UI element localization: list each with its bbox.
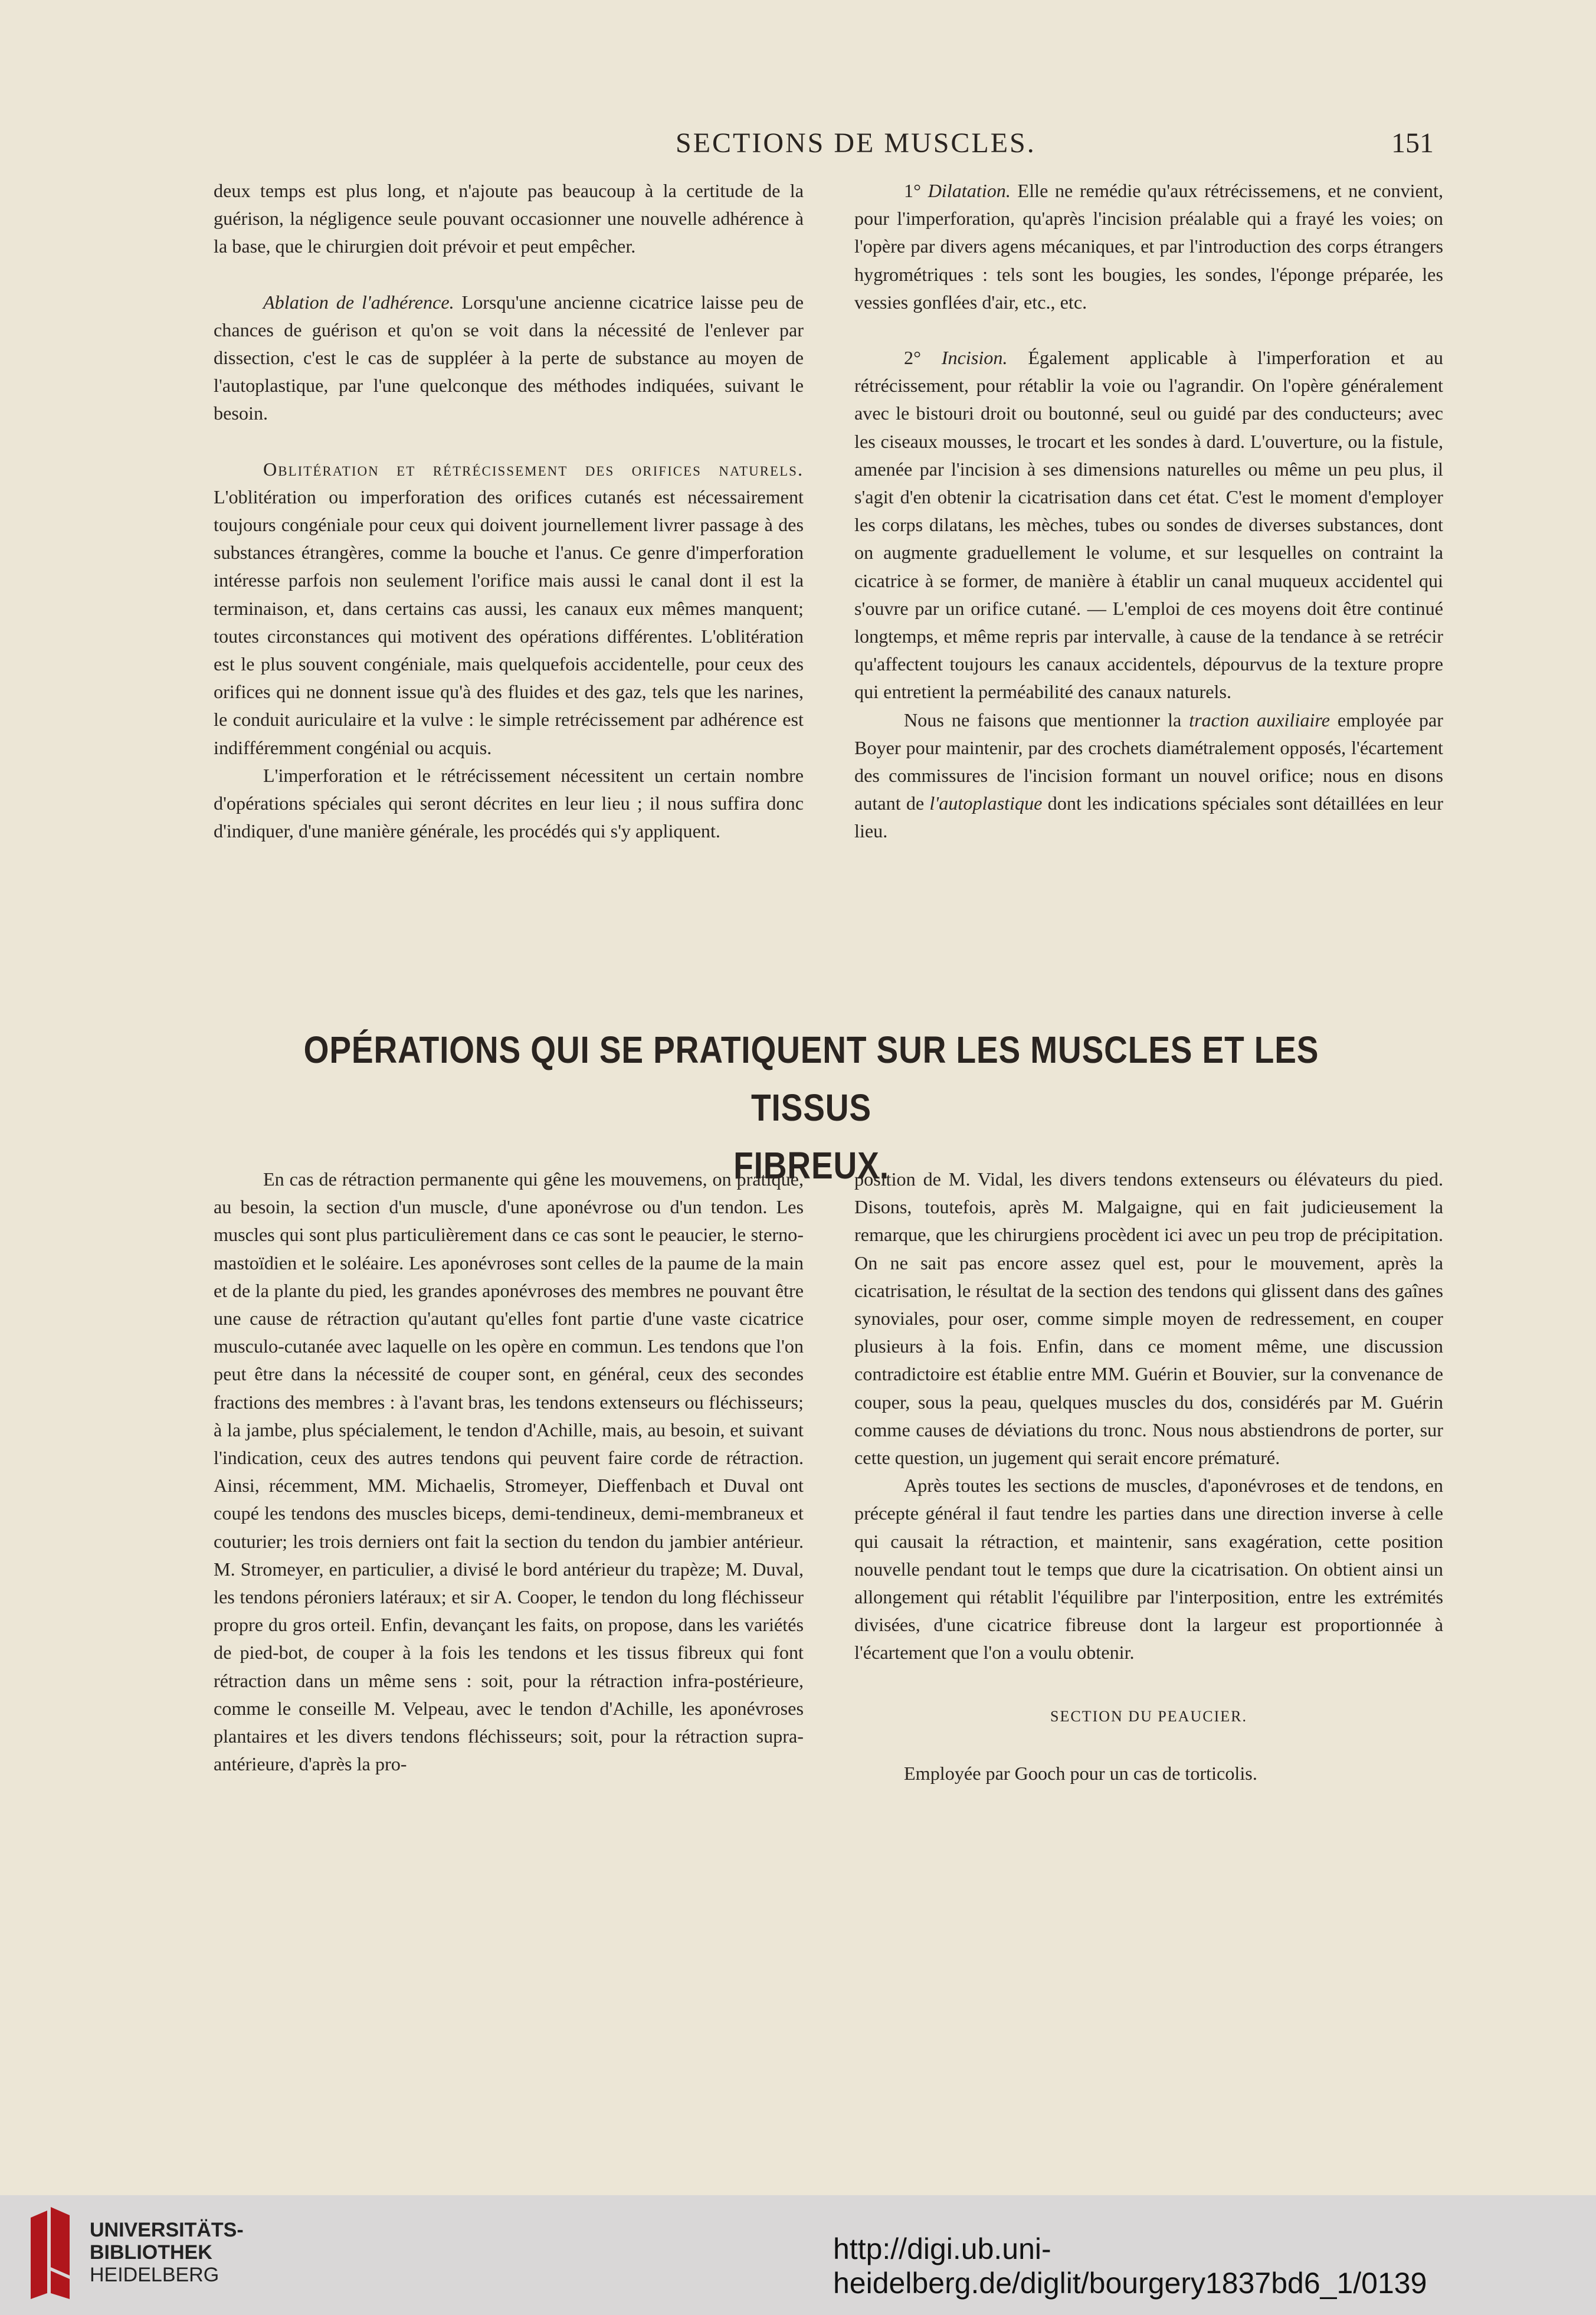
- text-column-bottom-right: [854, 1165, 1443, 1787]
- list-number: 1°: [904, 180, 928, 201]
- text-column-top-right: [854, 177, 1443, 846]
- paragraph-title: Ablation de l'adhérence.: [263, 291, 454, 313]
- paragraph: [854, 344, 1443, 706]
- paragraph-text: employée par Boyer pour maintenir, par des crochets diamétralement opposés, l'écartement des commissures de l'incision formant un nouvel orifice; nous en disons autant de: [854, 709, 1443, 814]
- list-number: 2°: [904, 347, 942, 369]
- paragraph: [214, 456, 804, 762]
- library-logo-icon: [27, 2205, 73, 2302]
- paragraph-text: Nous ne faisons que mentionner la: [904, 709, 1189, 731]
- paragraph-text: Lorsqu'une ancienne cicatrice laisse peu de chances de guérison et qu'on se voit dans la nécessité de l'enlever par dissection, c'est le cas de suppléer à la perte de substance au moyen de l'autoplastique, par l'une quelconque des méthodes indiquées, suivant le besoin.: [214, 291, 804, 424]
- paragraph: Employée par Gooch pour un cas de torticolis.: [904, 1762, 1257, 1784]
- emphasis: traction auxiliaire: [1189, 709, 1330, 731]
- running-head: [0, 127, 1596, 162]
- running-title: SECTIONS DE MUSCLES.: [676, 127, 1036, 159]
- text-column-bottom-left: [214, 1165, 804, 1778]
- chapter-heading-line: OPÉRATIONS QUI SE PRATIQUENT SUR LES MUSCLES ET LES TISSUS: [303, 1029, 1319, 1129]
- logo-line: UNIVERSITÄTS-: [90, 2219, 244, 2241]
- page-number: 151: [1391, 127, 1434, 159]
- source-url[interactable]: http://digi.ub.uni-heidelberg.de/diglit/bourgery1837bd6_1/0139: [833, 2232, 1427, 2300]
- paragraph: Après toutes les sections de muscles, d'aponévroses et de tendons, en précepte général il faut tendre les parties dans une direction inverse à celle qui causait la rétraction, et maintenir, sans exagération, cette position nouvelle pendant tout le temps que dure la cicatrisation. On obtient ainsi un allongement qui rétablit l'équilibre par l'interposition, entre les extrémités divisées, d'une cicatrice fibreuse dont la largeur est proportionnée à l'écartement que l'on a voulu obtenir.: [854, 1475, 1443, 1664]
- logo-line: BIBLIOTHEK: [90, 2241, 212, 2264]
- paragraph-title: Incision.: [941, 347, 1008, 369]
- paragraph: En cas de rétraction permanente qui gêne les mouvemens, on pratique, au besoin, la section d'un muscle, d'une aponévrose ou d'un tendon. Les muscles qui sont plus particulièrement dans ce cas sont le peaucier, le sterno-mastoïdien et le soléaire. Les aponévroses sont celles de la paume de la main et de la plante du pied, les grandes aponévroses des membres ne pouvant être une cause de rétraction qu'autant qu'elles font partie d'une vaste cicatrice musculo-cutanée avec laquelle on les opère en commun. Les tendons que l'on peut être dans la nécessité de couper sont, en général, ceux des secondes fractions des membres : à l'avant bras, les tendons extenseurs ou fléchisseurs; à la jambe, plus spécialement, le tendon d'Achille, mais, au besoin, et suivant l'indication, ceux des autres tendons qui peuvent faire corde de rétraction. Ainsi, récemment, MM. Michaelis, Stromeyer, Dieffenbach et Duval ont coupé les tendons des muscles biceps, demi-tendineux, demi-membraneux et couturier; les trois derniers ont fait la section du tendon du jambier antérieur. M. Stromeyer, en particulier, a divisé le bord antérieur du trapèze; M. Duval, les tendons péroniers latéraux; et sir A. Cooper, le tendon du long fléchisseur propre du gros orteil. Enfin, devançant les faits, on propose, dans les variétés de pied-bot, de couper à la fois les tendons et les tissus fibreux qui font rétraction dans un même sens : soit, pour la rétraction infra-postérieure, comme le conseille M. Velpeau, avec le tendon d'Achille, les aponévroses plantaires et les divers tendons fléchisseurs; soit, pour la rétraction supra-antérieure, d'après la pro-: [214, 1168, 804, 1775]
- section-heading: SECTION DU PEAUCIER.: [1050, 1707, 1247, 1725]
- paragraph: [214, 289, 804, 428]
- paragraph: deux temps est plus long, et n'ajoute pas beaucoup à la certitude de la guérison, la négligence seule pouvant occasionner une nouvelle adhérence à la base, que le chirurgien doit prévoir et peut empêcher.: [214, 180, 804, 257]
- paragraph-text: dont les indications spéciales sont détaillées en leur lieu.: [854, 793, 1443, 842]
- logo-line: HEIDELBERG: [90, 2264, 219, 2286]
- section-title: Oblitération et rétrécissement des orifices naturels.: [263, 458, 804, 480]
- text-column-top-left: [214, 177, 804, 845]
- paragraph: [854, 177, 1443, 316]
- paragraph-text: L'oblitération ou imperforation des orifices cutanés est nécessairement toujours congéniale pour ceux qui doivent journellement livrer passage à des substances étrangères, comme la bouche et l'anus. Ce genre d'imperforation intéresse parfois non seulement l'orifice mais aussi le canal dont il est la terminaison, et, dans certains cas aussi, les canaux eux mêmes manquent; toutes circonstances qui motivent des opérations différentes. L'oblitération est le plus souvent congéniale, mais quelquefois accidentelle, pour ceux des orifices qui ne donnent issue qu'à des fluides et des gaz, tels que les narines, le conduit auriculaire et la vulve : le simple retrécissement par adhérence est indifféremment congénial ou acquis.: [214, 486, 804, 758]
- paragraph-title: Dilatation.: [928, 180, 1011, 201]
- library-logo-text: [90, 2219, 244, 2286]
- paragraph: L'imperforation et le rétrécissement nécessitent un certain nombre d'opérations spéciales qui seront décrites en leur lieu ; il nous suffira donc d'indiquer, d'une manière générale, les procédés qui s'y appliquent.: [214, 764, 804, 842]
- emphasis: l'autoplastique: [929, 793, 1043, 814]
- paragraph-text: Également applicable à l'imperforation et au rétrécissement, pour rétablir la voie ou l'agrandir. On l'opère généralement avec le bistouri droit ou boutonné, seul ou guidé par des conducteurs; avec les ciseaux mousses, le trocart et les sondes à dard. L'ouverture, ou la fistule, amenée par l'incision à ses dimensions naturelles ou même un peu plus, il s'agit d'en obtenir la cicatrisation dans cet état. C'est le moment d'employer les corps dilatans, les mèches, tubes ou sondes de diverses substances, dont on augmente graduellement le volume, et sur lesquelles on contraint la cicatrice à se former, de manière à établir un canal muqueux accidentel qui s'ouvre par un orifice cutané. — L'emploi de ces moyens doit être continué longtemps, et même repris par intervalle, à cause de la tendance à se retrécir qu'affectent toujours les canaux accidentels, dépourvus de la texture propre qui entretient la perméabilité des canaux naturels.: [854, 347, 1443, 703]
- paragraph: [854, 706, 1443, 846]
- chapter-heading-line: FIBREUX.: [733, 1144, 889, 1187]
- paragraph: position de M. Vidal, les divers tendons extenseurs ou élévateurs du pied. Disons, toutefois, après M. Malgaigne, qui en fait judicieusement la remarque, que les chirurgiens procèdent ici avec un peu trop de précipitation. On ne sait pas encore assez quel est, pour le mouvement, après la cicatrisation, le résultat de la section des tendons qui glissent dans des gaînes synoviales, pour oser, comme simple moyen de redressement, en couper plusieurs à la fois. Enfin, dans ce moment même, une discussion contradictoire est établie entre MM. Guérin et Bouvier, sur la convenance de couper, sous la peau, quelques muscles du dos, considérés par M. Guérin comme causes de déviations du tronc. Nous nous abstiendrons de porter, sur cette question, un jugement qui serait encore prématuré.: [854, 1168, 1443, 1469]
- paragraph-text: Elle ne remédie qu'aux rétrécissemens, et ne convient, pour l'imperforation, qu'après l'incision préalable qui a frayé les voies; on l'opère par divers agens mécaniques, et par l'introduction des corps étrangers hygrométriques : tels sont les bougies, les sondes, l'éponge préparée, les vessies gonflées d'air, etc., etc.: [854, 180, 1443, 313]
